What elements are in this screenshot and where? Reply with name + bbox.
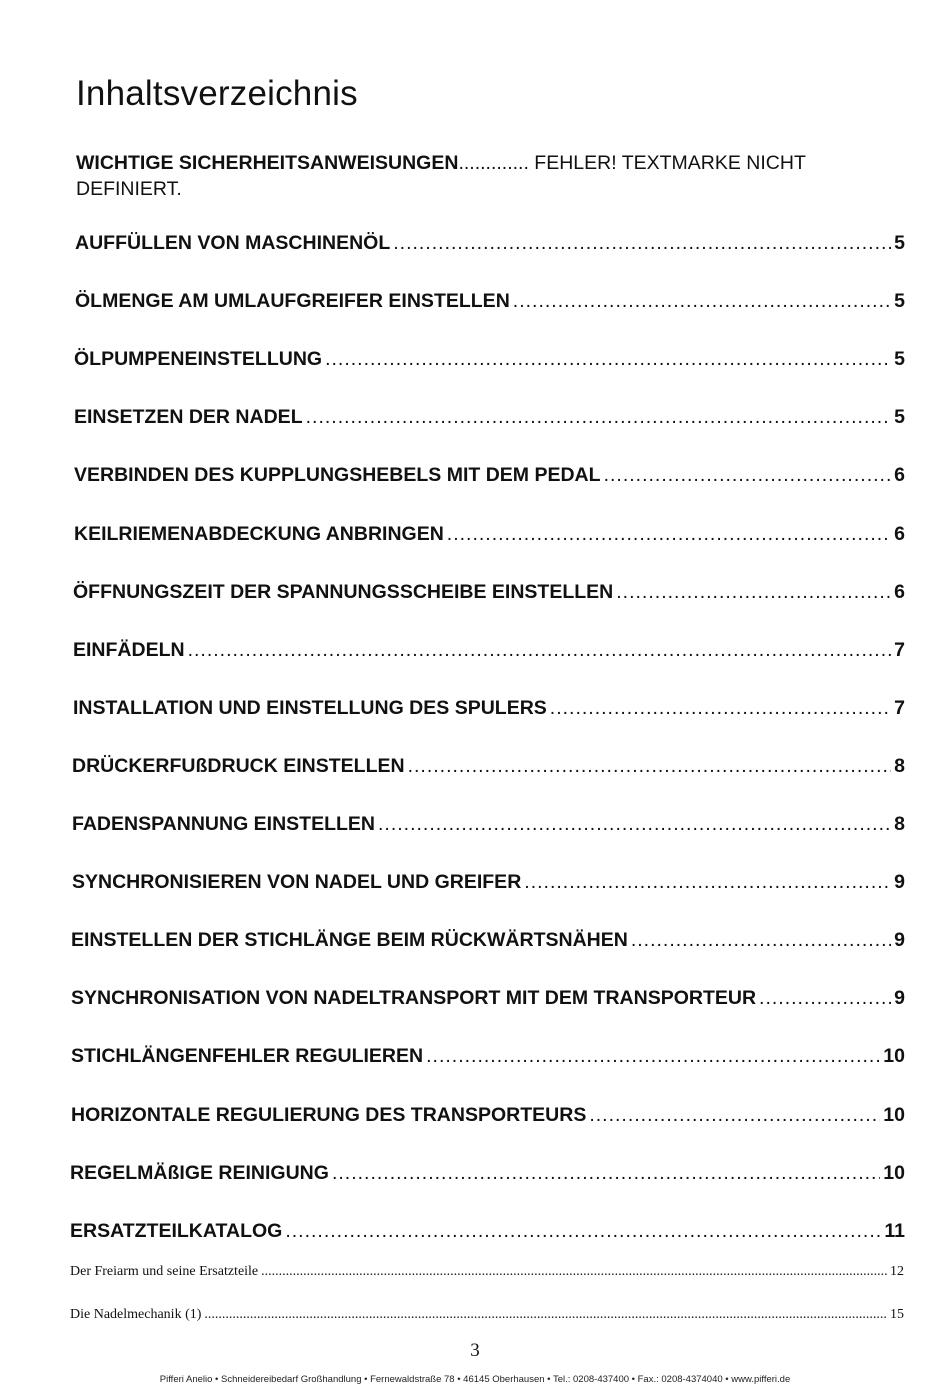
toc-entry-page: 12 (890, 1264, 904, 1279)
toc-entry-page: 6 (894, 581, 905, 603)
toc-entry[interactable] (73, 581, 905, 604)
toc-entry-dots (426, 1045, 880, 1068)
toc-entry-page: 5 (894, 232, 905, 254)
toc-entry-label: EINFÄDELN (73, 639, 185, 661)
toc-entry-dots (513, 290, 891, 313)
toc-entry-label: KEILRIEMENABDECKUNG ANBRINGEN (74, 523, 444, 545)
toc-entry-dots (188, 639, 892, 662)
toc-entry-dots (204, 1307, 887, 1323)
toc-entry[interactable] (70, 1162, 905, 1185)
toc-entry-page: 7 (894, 639, 905, 661)
toc-entry-label: VERBINDEN DES KUPPLUNGSHEBELS MIT DEM PEDAL (74, 464, 601, 486)
toc-entry[interactable] (73, 697, 905, 720)
toc-entry-dots (604, 464, 892, 487)
toc-entry[interactable] (74, 348, 905, 371)
toc-entry-dots (447, 523, 891, 546)
toc-entry[interactable] (71, 1045, 905, 1068)
toc-entry[interactable] (75, 232, 905, 255)
toc-entry-dots (616, 581, 891, 604)
toc-entry-label: ÖLMENGE AM UMLAUFGREIFER EINSTELLEN (75, 290, 510, 312)
toc-entry-page: 9 (894, 987, 905, 1009)
toc-entry-dots (524, 871, 891, 894)
toc-entry-label: STICHLÄNGENFEHLER REGULIEREN (71, 1045, 424, 1067)
toc-entry-label: AUFFÜLLEN VON MASCHINENÖL (75, 232, 391, 254)
toc-entry-label: ÖFFNUNGSZEIT DER SPANNUNGSSCHEIBE EINSTELLEN (73, 581, 614, 603)
toc-entry-page: 10 (883, 1162, 905, 1184)
toc-entry[interactable] (70, 1220, 905, 1243)
toc-entry-page: 5 (894, 406, 905, 428)
toc-entry[interactable] (74, 464, 905, 487)
toc-entry-page: 9 (894, 871, 905, 893)
toc-entry-label: ERSATZTEILKATALOG (70, 1220, 283, 1242)
toc-entry-label: EINSETZEN DER NADEL (74, 406, 303, 428)
page-footer: Pifferi Anelio • Schneidereibedarf Großhandlung • Fernewaldstraße 78 • 46145 Oberhausen • Tel.: 0208-437400 • Fax.: 0208-4374040 • www.pifferi.de (159, 1374, 791, 1385)
toc-entry[interactable] (70, 1264, 904, 1280)
toc-entry[interactable] (74, 406, 905, 429)
toc-entry-page: 6 (894, 523, 905, 545)
toc-entry-label: HORIZONTALE REGULIERUNG DES TRANSPORTEURS (71, 1104, 587, 1126)
toc-entry-label: Der Freiarm und seine Ersatzteile (70, 1264, 259, 1279)
toc-entry[interactable] (73, 639, 905, 662)
toc-entry-label: INSTALLATION UND EINSTELLUNG DES SPULERS (73, 697, 547, 719)
toc-entry-label: EINSTELLEN DER STICHLÄNGE BEIM RÜCKWÄRTSNÄHEN (71, 929, 628, 951)
toc-entry-page: 10 (883, 1045, 905, 1067)
toc-entry-page: 8 (894, 813, 905, 835)
toc-entry-label: Die Nadelmechanik (1) (70, 1307, 202, 1322)
toc-entry-label: SYNCHRONISIEREN VON NADEL UND GREIFER (72, 871, 522, 893)
toc-entry[interactable] (75, 290, 905, 313)
toc-entry-dots (325, 348, 891, 371)
toc-entry[interactable] (74, 523, 905, 546)
toc-entry-dots (378, 813, 891, 836)
toc-entry-dots (550, 697, 891, 720)
toc-entry[interactable] (72, 813, 905, 836)
toc-entry[interactable] (70, 1307, 904, 1323)
toc-entry[interactable] (71, 1104, 905, 1127)
toc-entry-dots (759, 987, 891, 1010)
toc-entry-error: FEHLER! TEXTMARKE NICHT DEFINIERT. (76, 152, 806, 200)
toc-entry-safety[interactable] (76, 150, 906, 202)
toc-entry-page: 7 (894, 697, 905, 719)
toc-entry-label: ÖLPUMPENEINSTELLUNG (74, 348, 323, 370)
toc-entry-label: REGELMÄßIGE REINIGUNG (70, 1162, 329, 1184)
toc-entry-dots (261, 1264, 887, 1280)
page-title: Inhaltsverzeichnis (76, 74, 358, 113)
toc-entry-page: 5 (894, 290, 905, 312)
toc-entry-page: 5 (894, 348, 905, 370)
toc-entry-dots (393, 232, 891, 255)
toc-entry-label: DRÜCKERFUßDRUCK EINSTELLEN (72, 755, 405, 777)
toc-entry[interactable] (72, 871, 905, 894)
toc-entry-dots (306, 406, 892, 429)
page-number: 3 (470, 1340, 480, 1361)
toc-entry-page: 15 (890, 1307, 904, 1322)
toc-entry-dots (631, 929, 891, 952)
toc-entry-dots: ............. (458, 152, 529, 174)
toc-entry-dots (589, 1104, 880, 1127)
toc-entry[interactable] (72, 755, 905, 778)
toc-entry-dots (285, 1220, 881, 1243)
toc-entry[interactable] (71, 987, 905, 1010)
toc-entry-dots (332, 1162, 880, 1185)
toc-entry-dots (408, 755, 892, 778)
toc-entry-label: FADENSPANNUNG EINSTELLEN (72, 813, 375, 835)
toc-entry-page: 10 (883, 1104, 905, 1126)
toc-entry-page: 6 (894, 464, 905, 486)
toc-entry-page: 9 (894, 929, 905, 951)
toc-entry[interactable] (71, 929, 905, 952)
toc-entry-label: WICHTIGE SICHERHEITSANWEISUNGEN (76, 152, 459, 174)
toc-entry-label: SYNCHRONISATION VON NADELTRANSPORT MIT DEM TRANSPORTEUR (71, 987, 757, 1009)
toc-entry-page: 8 (894, 755, 905, 777)
toc-entry-page: 11 (884, 1220, 905, 1242)
